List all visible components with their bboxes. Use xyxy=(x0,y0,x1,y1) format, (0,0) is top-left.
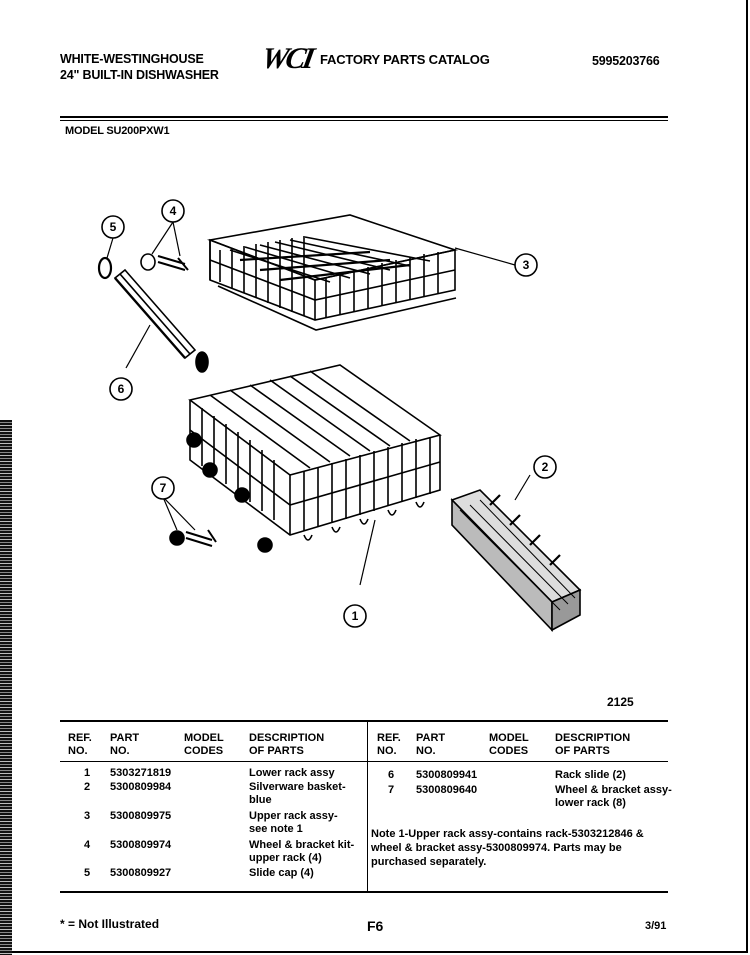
callout-4: 4 xyxy=(169,204,177,218)
row-desc: Rack slide (2) xyxy=(555,769,626,781)
catalog-title: FACTORY PARTS CATALOG xyxy=(320,52,490,67)
table-column-divider xyxy=(367,722,368,892)
row-desc: Slide cap (4) xyxy=(249,867,314,879)
callout-1: 1 xyxy=(351,609,359,623)
exploded-parts-diagram xyxy=(60,190,620,640)
table-rule-top xyxy=(60,720,668,722)
table-header-rule xyxy=(60,761,668,762)
row-part: 5300809941 xyxy=(416,769,478,781)
upper-wheel-bracket-drawing xyxy=(141,254,188,270)
wci-logo: WCI xyxy=(259,42,315,75)
revision-date: 3/91 xyxy=(645,920,667,932)
model-label: MODEL SU200PXW1 xyxy=(65,125,170,137)
lower-wheel-bracket-drawing xyxy=(170,530,216,546)
lower-rack-drawing xyxy=(187,365,440,552)
page-number: F6 xyxy=(367,918,384,934)
header-model: MODEL CODES xyxy=(184,732,224,757)
callout-3: 3 xyxy=(522,258,530,272)
callout-6: 6 xyxy=(117,382,125,396)
header-desc-right: DESCRIPTION OF PARTS xyxy=(555,732,631,757)
catalog-number: 5995203766 xyxy=(592,54,660,68)
row-part: 5300809975 xyxy=(110,810,172,822)
row-ref: 5 xyxy=(84,867,91,879)
row-part: 5300809974 xyxy=(110,839,172,851)
drawing-number: 2125 xyxy=(607,695,634,709)
callout-7: 7 xyxy=(159,481,167,495)
brand-line-2: 24" BUILT-IN DISHWASHER xyxy=(60,68,219,82)
row-ref: 1 xyxy=(84,767,91,779)
table-note: Note 1-Upper rack assy-contains rack-5303212846 & wheel & bracket assy-5300809974. Parts may be purchased separately. xyxy=(371,828,644,868)
row-part: 5303271819 xyxy=(110,767,172,779)
row-desc: Silverware basket- blue xyxy=(249,781,346,806)
header-rule-bottom xyxy=(60,120,668,121)
slide-cap-drawing xyxy=(99,258,111,278)
row-part: 5300809984 xyxy=(110,781,172,793)
row-desc: Upper rack assy- see note 1 xyxy=(249,810,338,835)
silverware-basket-drawing xyxy=(452,490,580,630)
callout-5: 5 xyxy=(109,220,117,234)
not-illustrated-legend: * = Not Illustrated xyxy=(60,917,160,931)
callout-2: 2 xyxy=(541,460,549,474)
rack-slide-drawing xyxy=(115,270,208,372)
header-part: PART NO. xyxy=(110,732,140,757)
row-part: 5300809640 xyxy=(416,784,478,796)
scan-edge xyxy=(0,420,12,955)
row-ref: 2 xyxy=(84,781,91,793)
row-part: 5300809927 xyxy=(110,867,172,879)
header-model-right: MODEL CODES xyxy=(489,732,529,757)
header-ref: REF. NO. xyxy=(68,732,92,757)
header-part-right: PART NO. xyxy=(416,732,446,757)
brand-line-1: WHITE-WESTINGHOUSE xyxy=(60,52,204,66)
row-desc: Wheel & bracket kit- upper rack (4) xyxy=(249,839,355,864)
row-ref: 3 xyxy=(84,810,91,822)
header-ref-right: REF. NO. xyxy=(377,732,401,757)
header-desc: DESCRIPTION OF PARTS xyxy=(249,732,325,757)
row-desc: Wheel & bracket assy- lower rack (8) xyxy=(555,784,672,809)
row-ref: 7 xyxy=(388,784,395,796)
upper-rack-drawing xyxy=(210,215,456,330)
table-rule-bottom xyxy=(60,891,668,893)
row-ref: 6 xyxy=(388,769,395,781)
header-rule-top xyxy=(60,116,668,118)
row-ref: 4 xyxy=(84,839,91,851)
row-desc: Lower rack assy xyxy=(249,767,335,779)
